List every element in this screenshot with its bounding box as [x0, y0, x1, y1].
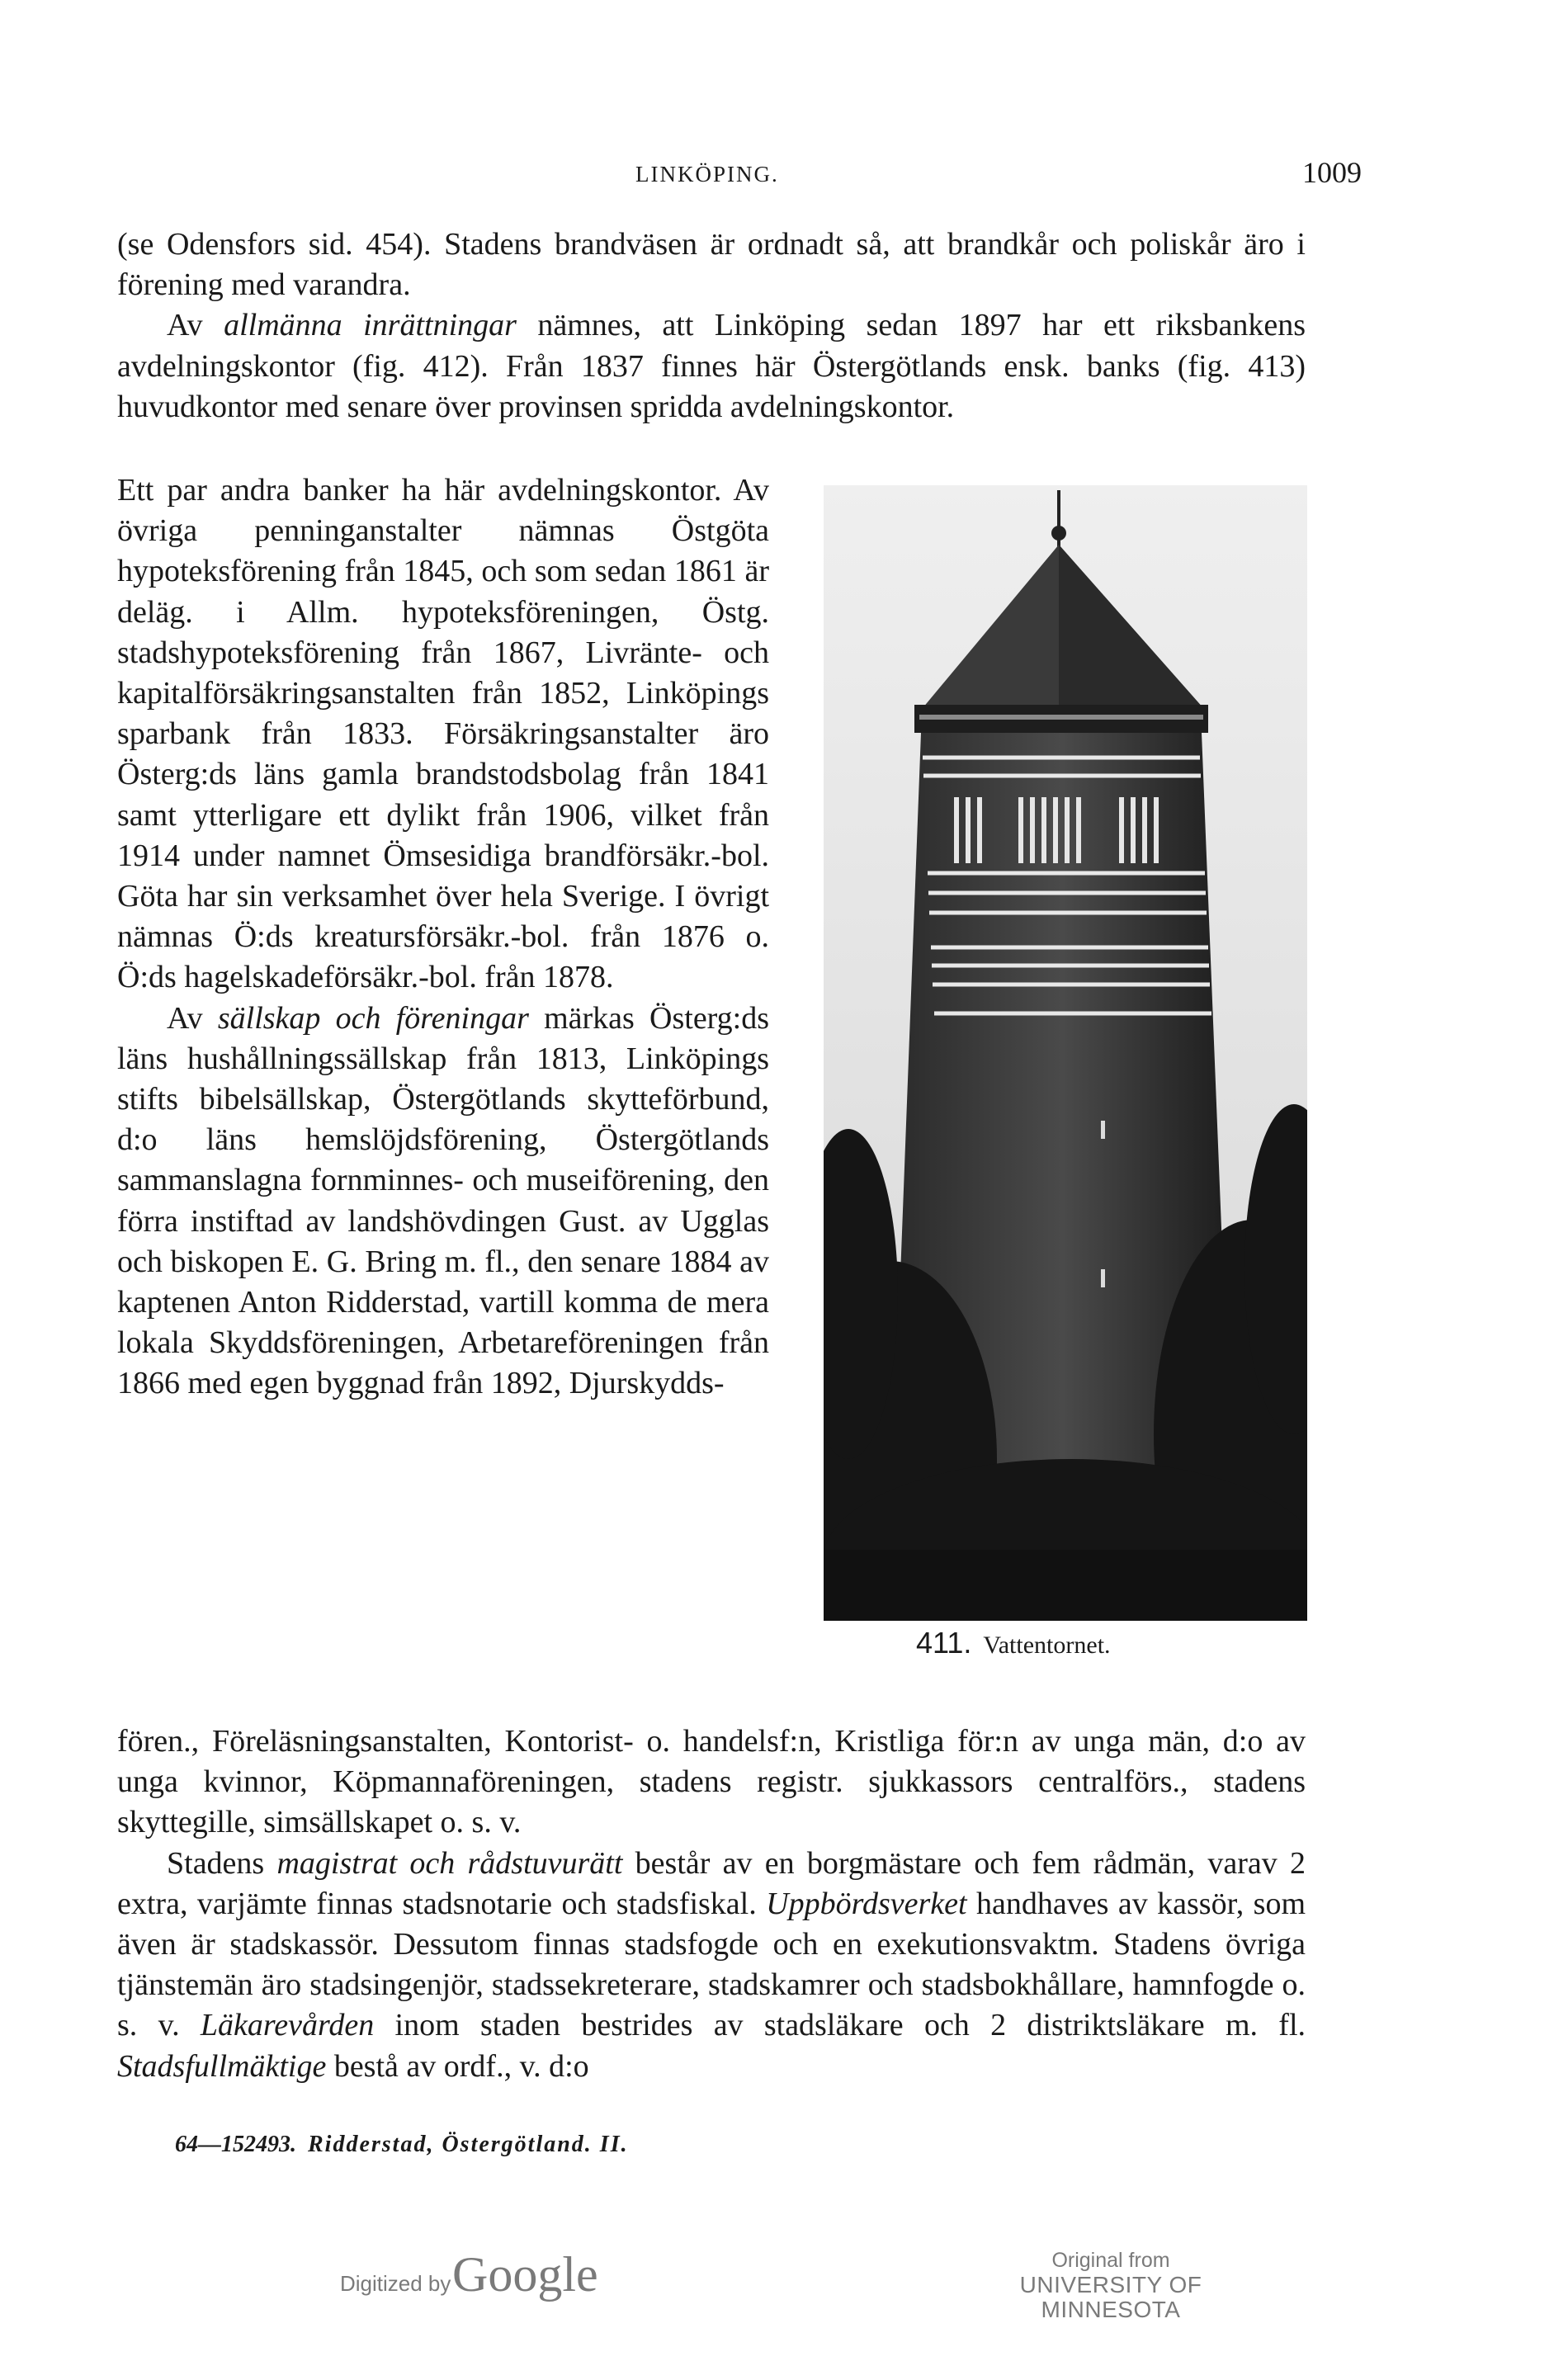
- paragraph-fire-department: (se Odensfors sid. 454). Stadens brandväsen är ordnadt så, att brandkår och poliskår äro i förening med varandra.: [117, 227, 1306, 303]
- text-run: märkas Österg:ds läns hushållningssällskap från 1813, Linköpings stifts bibelsällskap, Östergötlands skytteförbund, d:o läns hemslöjdsförening, Östergötlands sammanslagna fornminnes- och museiförening, den förra instiftad av landshövdingen Gust. av Ugglas och biskopen E. G. Bring m. fl., den senare 1884 av kaptenen Anton Ridderstad, vartill komma de mera lokala Skyddsföreningen, Arbetareföreningen från 1866 med egen byggnad från 1892, Djurskydds-: [117, 1000, 769, 1401]
- source-title: Ridderstad, Östergötland. II.: [308, 2132, 629, 2157]
- text-column-left: [117, 470, 769, 1405]
- paragraph-banks-insurance: Ett par andra banker ha här avdelningskontor. Av övriga penninganstalter nämnas Östgöta hypoteksförening från 1845, och som sedan 1861 är deläg. i Allm. hypoteksföreningen, Östg. stadshypoteksförening från 1867, Livränte- och kapitalförsäkringsanstalten från 1852, Linköpings sparbank från 1833. Försäkringsanstalter äro Österg:ds läns gamla brandstodsbolag från 1841 samt ytterligare ett dylikt från 1906, vilket från 1914 under namnet Ömsesidiga brandförsäkr.-bol. Göta har sin verksamhet över hela Sverige. I övrigt nämnas Ö:ds kreatursförsäkr.-bol. från 1876 o. Ö:ds hagelskadeförsäkr.-bol. från 1878.: [117, 473, 769, 995]
- paragraph-administration: [117, 1844, 1306, 2087]
- text-run: Av: [167, 308, 224, 343]
- text-block-bottom: [117, 1721, 1306, 2087]
- print-code: 64—152493.: [175, 2132, 296, 2157]
- university-label: UNIVERSITY OF MINNESOTA: [1019, 2272, 1202, 2322]
- water-tower-photo: [824, 485, 1307, 1621]
- water-tower-illustration: [824, 485, 1307, 1621]
- text-run: Stadens: [167, 1845, 277, 1881]
- google-logo: Google: [452, 2247, 598, 2302]
- italic-term: sällskap och föreningar: [217, 1000, 529, 1036]
- figure-number: 411.: [916, 1626, 972, 1660]
- text-block-top: [117, 224, 1306, 427]
- italic-term: Läkarevården: [200, 2008, 375, 2043]
- signature-footnote: [175, 2132, 629, 2158]
- original-from-watermark: [962, 2248, 1259, 2322]
- figure-caption-text: Vattentornet.: [983, 1632, 1111, 1659]
- paragraph-societies-continued: fören., Föreläsningsanstalten, Kontorist- o. handelsf:n, Kristliga för:n av unga män, d:o av unga kvinnor, Köpmannaföreningen, stadens registr. sjukkassors centralförs., stadens skyttegille, simsällskapet o. s. v.: [117, 1724, 1306, 1840]
- text-run: handhaves av kassör, som även är stadskassör. Dessutom finnas stadsfogde och en exekutionsvaktm. Stadens övriga tjänstemän äro stadsingenjör, stadssekreterare, stadskamrer och stadsbokhållare, hamnfogde o. s. v.: [117, 1886, 1306, 2043]
- text-run: inom staden bestrides av stadsläkare och 2 distriktsläkare m. fl.: [374, 2008, 1306, 2043]
- italic-term: magistrat och rådstuvurätt: [276, 1845, 623, 1881]
- figure-caption: [916, 1626, 1111, 1660]
- paragraph-societies: [117, 999, 769, 1405]
- paragraph-institutions: [117, 305, 1306, 427]
- page-number: 1009: [1302, 156, 1362, 189]
- italic-term: allmänna inrättningar: [224, 308, 517, 343]
- original-from-label: Original from: [1051, 2249, 1170, 2272]
- text-run: nämnes, att Linköping sedan 1897 har ett riksbankens avdelningskontor (fig. 412). Från 1837 finnes här Östergötlands ensk. banks (fig. 413) huvudkontor med senare över provinsen spridda avdelningskontor.: [117, 308, 1306, 424]
- text-run: bestå av ordf., v. d:o: [326, 2048, 589, 2084]
- text-run: består av en borgmästare och fem rådmän, varav 2 extra, varjämte finnas stadsnotarie och stadsfiskal.: [117, 1845, 1306, 1921]
- italic-term: Stadsfullmäktige: [117, 2048, 327, 2084]
- italic-term: Uppbördsverket: [766, 1886, 967, 1921]
- digitized-by-label: Digitized by: [340, 2271, 451, 2296]
- text-run: Av: [167, 1000, 218, 1036]
- running-header-title: LINKÖPING.: [635, 162, 779, 187]
